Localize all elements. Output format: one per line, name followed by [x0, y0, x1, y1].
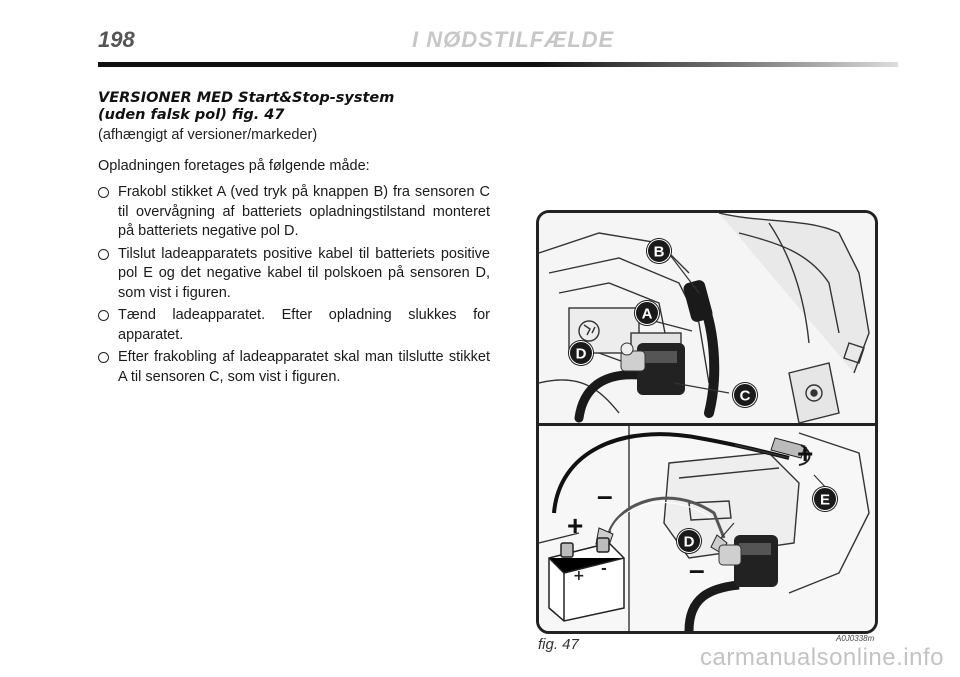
figure-code: A0J0338m [836, 634, 875, 643]
intro-text: Opladningen foretages på følgende måde: [98, 158, 370, 174]
content-column [98, 90, 490, 390]
circle-bullet-icon [98, 310, 109, 321]
list-item [98, 306, 490, 345]
callout-a [634, 300, 660, 326]
plus-sign-left: + [567, 510, 584, 541]
circle-bullet-icon [98, 352, 109, 363]
page-number: 198 [98, 27, 135, 52]
heading-line-1: VERSIONER MED Start&Stop-system [98, 90, 395, 106]
callout-e [812, 486, 838, 512]
svg-text:+: + [573, 568, 585, 584]
heading-line-2: (uden falsk pol) fig. 47 [98, 107, 285, 123]
callout-c [732, 382, 758, 408]
section-title: I NØDSTILFÆLDE [412, 27, 615, 52]
list-item [98, 245, 490, 304]
step-text: Efter frakobling af ladeapparatet skal man tilslutte stikket A til sensoren C, som vist i figuren. [118, 349, 490, 385]
list-item [98, 183, 490, 242]
step-text: Tænd ladeapparatet. Efter opladning slukkes for apparatet. [118, 307, 490, 343]
callout-label: D [575, 345, 587, 363]
list-item [98, 348, 490, 387]
callout-d-top [568, 340, 594, 366]
callout-label: D [683, 533, 695, 551]
callout-b [646, 238, 672, 264]
figure-caption: fig. 47 [538, 636, 579, 653]
steps-list [98, 183, 490, 387]
callout-label: A [641, 305, 653, 323]
minus-sign-bottom: – [689, 554, 705, 585]
plus-sign-top: + [797, 438, 814, 469]
callout-label: E [819, 491, 831, 509]
circle-bullet-icon [98, 249, 109, 260]
section-heading [98, 90, 490, 124]
step-text: Tilslut ladeapparatets positive kabel til batteriets positive pol E og det negative kabel til polskoen på sensoren D, som vist i figuren. [118, 245, 490, 301]
callout-label: B [653, 243, 665, 261]
version-note: (afhængigt af versioner/markeder) [98, 127, 318, 143]
battery-illustration [536, 210, 878, 634]
watermark: carmanualsonline.info [700, 644, 944, 671]
step-text: Frakobl stikket A (ved tryk på knappen B) fra sensoren C til overvågning af batteriets opladningstilstand monteret på batteriets negative pol D. [118, 184, 490, 239]
minus-sign-top: – [597, 480, 613, 511]
callout-label: C [739, 387, 751, 405]
callout-d-bottom [676, 528, 702, 554]
circle-bullet-icon [98, 187, 109, 198]
svg-text:-: - [601, 561, 607, 577]
header-rule [98, 62, 898, 67]
charger-battery-icon [549, 538, 624, 621]
